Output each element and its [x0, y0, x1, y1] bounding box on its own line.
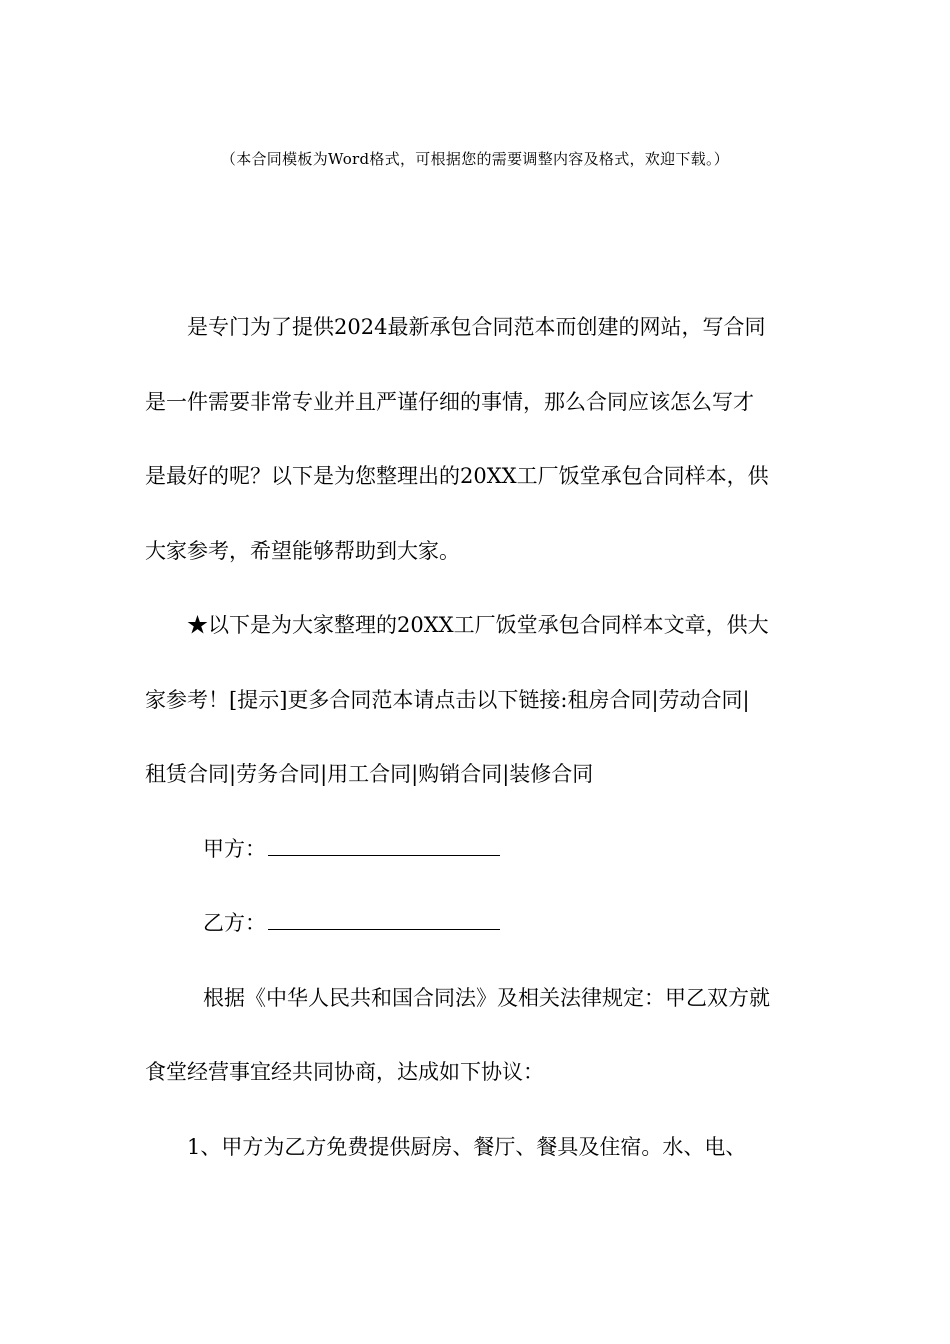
legal-basis-paragraph [145, 961, 805, 1110]
legal-basis-line: 食堂经营事宜经共同协商，达成如下协议： [145, 1060, 544, 1084]
document-body [145, 290, 805, 1184]
intro-line: 是一件需要非常专业并且严谨仔细的事情，那么合同应该怎么写才 [145, 389, 754, 414]
star-line: ★以下是为大家整理的20XX工厂饭堂承包合同样本文章，供大 [187, 613, 769, 637]
party-a-row [145, 812, 805, 887]
star-paragraph [145, 588, 805, 812]
clause-1-paragraph [145, 1110, 805, 1185]
template-note: （本合同模板为Word格式，可根据您的需要调整内容及格式，欢迎下载。） [220, 150, 730, 168]
party-b-blank [268, 911, 500, 930]
clause-1-line: 1、甲方为乙方免费提供厨房、餐厅、餐具及住宿。水、电、 [187, 1134, 747, 1159]
party-a-label: 甲方： [203, 836, 266, 861]
legal-basis-line: 根据《中华人民共和国合同法》及相关法律规定：甲乙双方就 [203, 985, 770, 1010]
party-b-row [145, 886, 805, 961]
party-b-label: 乙方： [203, 911, 266, 935]
star-line: 租赁合同|劳务合同|用工合同|购销合同|装修合同 [145, 762, 594, 786]
party-a-blank [268, 837, 500, 856]
star-line: 家参考！[提示]更多合同范本请点击以下链接:租房合同|劳动合同| [145, 687, 750, 712]
intro-line: 是最好的呢？以下是为您整理出的20XX工厂饭堂承包合同样本，供 [145, 464, 769, 488]
intro-paragraph [145, 290, 805, 588]
intro-line: 大家参考，希望能够帮助到大家。 [145, 538, 460, 563]
intro-line: 是专门为了提供2024最新承包合同范本而创建的网站，写合同 [187, 315, 766, 339]
